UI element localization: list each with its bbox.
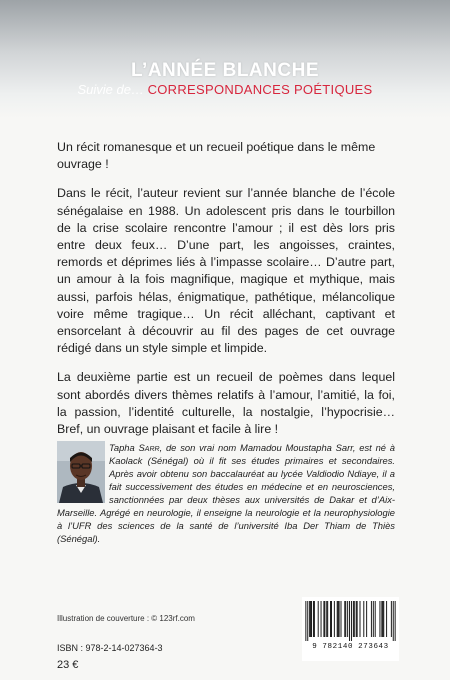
barcode-bar — [347, 601, 348, 637]
barcode-digits: 9 782140 273643 — [312, 643, 389, 651]
isbn: ISBN : 978-2-14-027364-3 — [57, 643, 163, 653]
barcode-bar — [305, 601, 306, 641]
barcode-bar — [318, 601, 319, 637]
barcode-bar — [339, 601, 340, 637]
barcode-bar — [351, 601, 352, 641]
blurb-paragraph-1: Un récit romanesque et un recueil poétique dans le même ouvrage ! — [57, 140, 376, 172]
barcode-bar — [366, 601, 367, 637]
barcode-bar — [310, 601, 311, 637]
barcode-bar — [391, 601, 392, 637]
book-subtitle — [0, 82, 450, 97]
blurb-paragraph-3: La deuxième partie est un recueil de poèmes dans lequel sont abordés divers thèmes relatifs à l’amour, l’amitié, la foi, la passion, l’identité culturelle, la nostalgie, l’hypocrisie… Bref, un ouvrage plaisant et facile à lire ! — [57, 370, 395, 437]
blurb — [57, 139, 395, 450]
barcode-bar — [371, 601, 372, 637]
barcode-bar — [344, 601, 345, 637]
barcode-bar — [349, 601, 350, 641]
barcode-bar — [326, 601, 327, 637]
author-bio-text: , de son vrai nom Mamadou Moustapha Sarr, est né à Kaolack (Sénégal) où il fit ses études primaires et secondaires. Après avoir obtenu son baccalauréat au lycée Valdiodio Ndiaye, il a fait successivement des études en médecine et en neurosciences, sanctionnées par deux thèses aux universités de Dakar et d’Aix-Marseille. Agrégé en neurologie, il enseigne la neurologie et la neurophysiologie à l’UFR des sciences de la santé de l’université Iba Der Thiam de Thiès (Sénégal). — [57, 442, 395, 544]
author-section — [57, 441, 395, 581]
book-title: L’ANNÉE BLANCHE — [130, 60, 319, 81]
cover-credit: Illustration de couverture : © 123rf.com — [57, 614, 195, 623]
barcode-bar — [353, 601, 354, 637]
barcode-bar — [373, 601, 374, 637]
barcode-bar — [321, 601, 322, 637]
barcode-bar — [379, 601, 380, 637]
barcode-bar — [381, 601, 382, 637]
barcode-bar — [356, 601, 357, 637]
header-gradient — [0, 0, 450, 118]
author-portrait-icon — [57, 441, 105, 503]
barcode-bar — [382, 601, 383, 637]
barcode-bar — [313, 601, 314, 637]
barcode-bar — [327, 601, 328, 637]
author-surname: Sarr — [138, 442, 160, 453]
author-photo — [57, 441, 105, 503]
barcode-bar — [314, 601, 315, 637]
barcode-bar — [324, 601, 325, 637]
barcode-bar — [323, 601, 324, 637]
barcode-bar — [386, 601, 387, 637]
barcode-bar — [307, 601, 308, 641]
barcode-icon — [302, 597, 399, 643]
barcode-bar — [375, 601, 376, 637]
barcode-bar — [354, 601, 355, 637]
author-bio — [57, 441, 395, 545]
barcode-bar — [383, 601, 384, 637]
barcode-bar — [337, 601, 338, 637]
barcode-bar — [357, 601, 358, 637]
barcode-bar — [338, 601, 339, 637]
barcode — [302, 597, 399, 661]
barcode-bar — [330, 601, 331, 637]
barcode-bar — [309, 601, 310, 637]
subtitle-accent: CORRESPONDANCES POÉTIQUES — [147, 82, 373, 97]
author-first-name: Tapha — [109, 442, 135, 453]
barcode-bar — [345, 601, 346, 637]
barcode-bar — [393, 601, 394, 641]
blurb-paragraph-2: Dans le récit, l’auteur revient sur l’année blanche de l’école sénégalaise en 1988. Un adolescent pris dans le tourbillon de la crise scolaire rencontre l’amour ; il est dès lors pris entre deux feux… D’une part, les angoisses, craintes, remords et déprimes liés à l’impasse scolaire… D’autre part, un amour à la fois magnifique, magique et mythique, mais aussi, parfois hélas, énigmatique, pathétique, mélancolique voire même tragique… Un récit alléchant, captivant et ensorcelant à découvrir au fil des pages de cet ouvrage rédigé dans un style simple et limpide. — [57, 186, 395, 356]
barcode-bar — [341, 601, 342, 637]
barcode-bar — [311, 601, 312, 637]
barcode-bar — [395, 601, 396, 641]
barcode-bar — [360, 601, 361, 637]
barcode-bar — [331, 601, 332, 637]
barcode-bar — [363, 601, 364, 637]
subtitle-lead: Suivie de… — [77, 82, 144, 97]
price: 23 € — [57, 659, 79, 671]
barcode-bar — [334, 601, 335, 637]
